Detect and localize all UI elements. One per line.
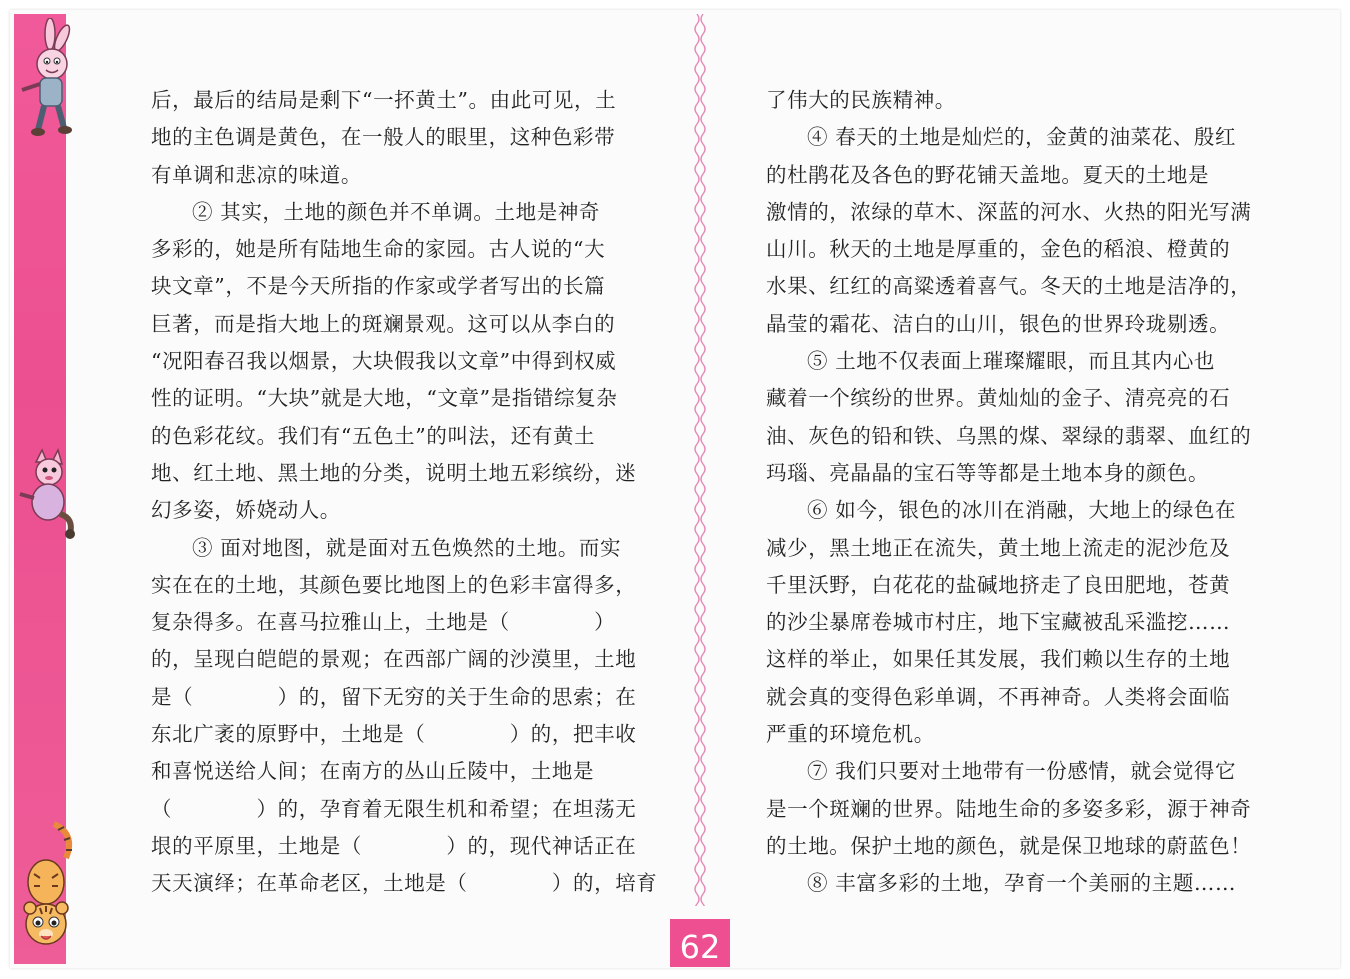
- left-text-line: 巨著，而是指大地上的斑斓景观。这可以从李白的: [151, 311, 616, 336]
- left-text-line: 块文章”，不是今天所指的作家或学者写出的长篇: [151, 274, 606, 299]
- right-text-line: 严重的环境危机。: [766, 722, 935, 747]
- right-text-line: 藏着一个缤纷的世界。黄灿灿的金子、清亮亮的石: [766, 386, 1231, 411]
- page-number-label: 62: [679, 928, 721, 966]
- right-text-line: ⑧ 丰富多彩的土地，孕育一个美丽的主题……: [807, 871, 1237, 896]
- right-text-line: ⑥ 如今，银色的冰川在消融，大地上的绿色在: [807, 498, 1237, 523]
- left-text-line: 的色彩花纹。我们有“五色土”的叫法，还有黄土: [151, 423, 596, 448]
- left-text-line: 多彩的，她是所有陆地生命的家园。古人说的“大: [151, 237, 606, 262]
- left-text-line: ③ 面对地图，就是面对五色焕然的土地。而实: [192, 535, 622, 560]
- right-text-line: 山川。秋天的土地是厚重的，金色的稻浪、橙黄的: [766, 237, 1231, 262]
- left-text-line: 东北广袤的原野中，土地是（ ）的，把丰收: [151, 722, 637, 747]
- right-text-line: ⑦ 我们只要对土地带有一份感情，就会觉得它: [807, 759, 1237, 784]
- right-text-line: 玛瑙、亮晶晶的宝石等等都是土地本身的颜色。: [766, 460, 1210, 485]
- left-text-line: 天天演绎；在革命老区，土地是（ ）的，培育: [151, 871, 658, 896]
- left-text-line: 垠的平原里，土地是（ ）的，现代神话正在: [151, 833, 637, 858]
- right-text-line: 这样的举止，如果任其发展，我们赖以生存的土地: [766, 647, 1231, 672]
- left-text-line: 幻多姿，娇娆动人。: [151, 498, 341, 523]
- right-text-line: 是一个斑斓的世界。陆地生命的多姿多彩，源于神奇: [766, 796, 1252, 821]
- right-text-line: 减少，黑土地正在流失，黄土地上流走的泥沙危及: [766, 535, 1231, 560]
- right-text-column: [766, 82, 1254, 903]
- page-divider: [692, 14, 708, 906]
- page-number: [670, 919, 730, 967]
- left-text-line: 地、红土地、黑土地的分类，说明土地五彩缤纷，迷: [151, 460, 637, 485]
- right-text-line: 激情的，浓绿的草木、深蓝的河水、火热的阳光写满: [766, 199, 1252, 224]
- left-text-line: 实在在的土地，其颜色要比地图上的色彩丰富得多，: [151, 572, 637, 597]
- right-text-line: 千里沃野，白花花的盐碱地挤走了良田肥地，苍黄: [766, 572, 1231, 597]
- left-text-line: 有单调和悲凉的味道。: [151, 162, 362, 187]
- right-text-line: ④ 春天的土地是灿烂的，金黄的油菜花、殷红: [807, 125, 1237, 150]
- left-text-line: （ ）的，孕育着无限生机和希望；在坦荡无: [151, 796, 637, 821]
- left-text-line: 性的证明。“大块”就是大地，“文章”是指错综复杂: [151, 386, 618, 411]
- left-text-line: 的，呈现白皑皑的景观；在西部广阔的沙漠里，土地: [151, 647, 637, 672]
- right-text-line: 的杜鹃花及各色的野花铺天盖地。夏天的土地是: [766, 162, 1210, 187]
- left-text-line: 是（ ）的，留下无穷的关于生命的思索；在: [151, 684, 637, 709]
- left-text-line: 后，最后的结局是剩下“一抔黄土”。由此可见，土: [151, 88, 617, 112]
- tiger-cartoon-icon: [14, 820, 78, 960]
- left-text-line: 复杂得多。在喜马拉雅山上，土地是（ ）: [151, 610, 616, 635]
- right-text-line: 油、灰色的铅和铁、乌黑的煤、翠绿的翡翠、血红的: [766, 423, 1252, 448]
- left-text-line: 和喜悦送给人间；在南方的丛山丘陵中，土地是: [151, 759, 595, 784]
- right-text-line: 水果、红红的高粱透着喜气。冬天的土地是洁净的，: [766, 274, 1252, 299]
- left-text-line: 地的主色调是黄色，在一般人的眼里，这种色彩带: [151, 125, 616, 150]
- left-text-line: ② 其实，土地的颜色并不单调。土地是神奇: [192, 199, 601, 224]
- left-text-column: [151, 82, 658, 903]
- bunny-cartoon-icon: [14, 18, 78, 138]
- right-text-line: 晶莹的霜花、洁白的山川，银色的世界玲珑剔透。: [766, 311, 1231, 336]
- cat-cartoon-icon: [14, 448, 78, 540]
- right-text-line: 就会真的变得色彩单调，不再神奇。人类将会面临: [766, 684, 1231, 709]
- right-text-line: ⑤ 土地不仅表面上璀璨耀眼，而且其内心也: [807, 349, 1216, 374]
- left-text-line: “况阳春召我以烟景，大块假我以文章”中得到权威: [151, 349, 617, 374]
- right-text-line: 的沙尘暴席卷城市村庄，地下宝藏被乱采滥挖……: [766, 610, 1231, 635]
- right-text-line: 的土地。保护土地的颜色，就是保卫地球的蔚蓝色！: [766, 833, 1252, 858]
- right-text-line: 了伟大的民族精神。: [766, 88, 956, 112]
